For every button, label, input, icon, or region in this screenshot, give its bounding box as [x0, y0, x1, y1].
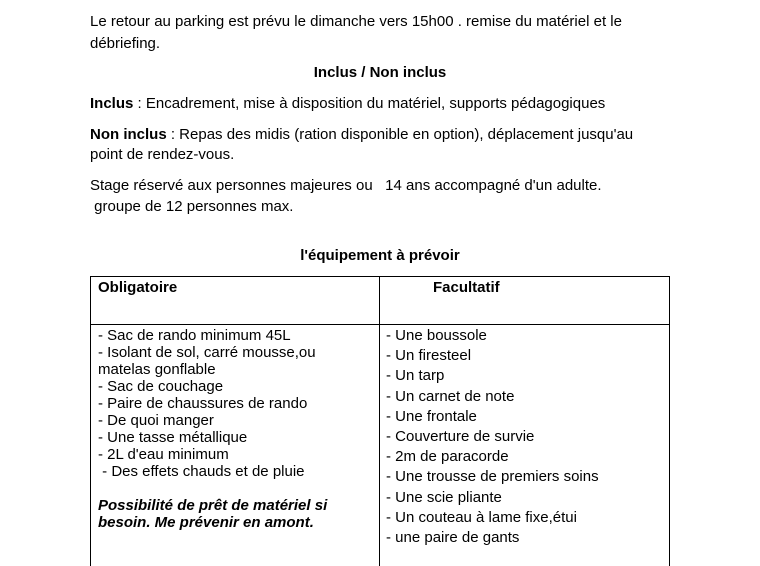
obligatoire-list [98, 327, 327, 531]
list-item: - Sac de couchage [98, 378, 224, 395]
list-item: - Paire de chaussures de rando [98, 395, 308, 412]
list-item: - Une boussole [386, 327, 487, 344]
list-item: - Isolant de sol, carré mousse,ou [98, 344, 316, 361]
list-item: - Une frontale [386, 407, 477, 425]
list-item: - Un firesteel [386, 347, 472, 365]
list-item: - 2L d'eau minimum [98, 446, 229, 463]
list-item: - Un tarp [386, 367, 445, 385]
list-item: - 2m de paracorde [386, 448, 509, 466]
column-header-obligatoire: Obligatoire [98, 279, 178, 296]
stage-line-2: groupe de 12 personnes max. [90, 198, 294, 215]
non-inclus-text-1: : Repas des midis (ration disponible en option), déplacement jusqu'au [166, 126, 634, 143]
non-inclus-label: Non inclus [90, 126, 167, 143]
list-item: - Une scie pliante [386, 488, 502, 506]
equipment-heading: l'équipement à prévoir [300, 247, 460, 264]
loan-note-line-2: besoin. Me prévenir en amont. [98, 514, 314, 531]
retour-line-2: débriefing. [90, 35, 161, 52]
non-inclus-paragraph [90, 126, 633, 144]
column-header-facultatif: Facultatif [433, 279, 500, 296]
list-item: - De quoi manger [98, 412, 214, 429]
list-item: matelas gonflable [98, 361, 216, 378]
equipment-table [90, 276, 670, 566]
inclus-heading: Inclus / Non inclus [313, 64, 447, 81]
list-item: - Une trousse de premiers soins [386, 468, 599, 486]
table-header-divider [90, 324, 670, 325]
loan-note-line-1: Possibilité de prêt de matériel si [98, 497, 328, 514]
table-top-border [90, 276, 670, 277]
inclus-paragraph [90, 95, 605, 113]
inclus-text: : Encadrement, mise à disposition du matériel, supports pédagogiques [133, 95, 606, 112]
table-column-divider [379, 276, 380, 566]
list-item: - Des effets chauds et de pluie [98, 463, 305, 480]
list-item: - Sac de rando minimum 45L [98, 327, 291, 344]
list-item: - Couverture de survie [386, 428, 535, 446]
list-item: - Un couteau à lame fixe,étui [386, 508, 577, 526]
list-item: - Une tasse métallique [98, 429, 248, 446]
retour-line-1: Le retour au parking est prévu le dimanche vers 15h00 . remise du matériel et le [90, 13, 622, 30]
table-right-border [669, 276, 670, 566]
stage-line-1: Stage réservé aux personnes majeures ou 14 ans accompagné d'un adulte. [90, 177, 602, 194]
list-item: - une paire de gants [386, 529, 520, 547]
list-item: - Un carnet de note [386, 387, 515, 405]
facultatif-list [386, 326, 599, 548]
non-inclus-text-2: point de rendez-vous. [90, 146, 235, 163]
inclus-label: Inclus [90, 95, 134, 112]
table-left-border [90, 276, 91, 566]
